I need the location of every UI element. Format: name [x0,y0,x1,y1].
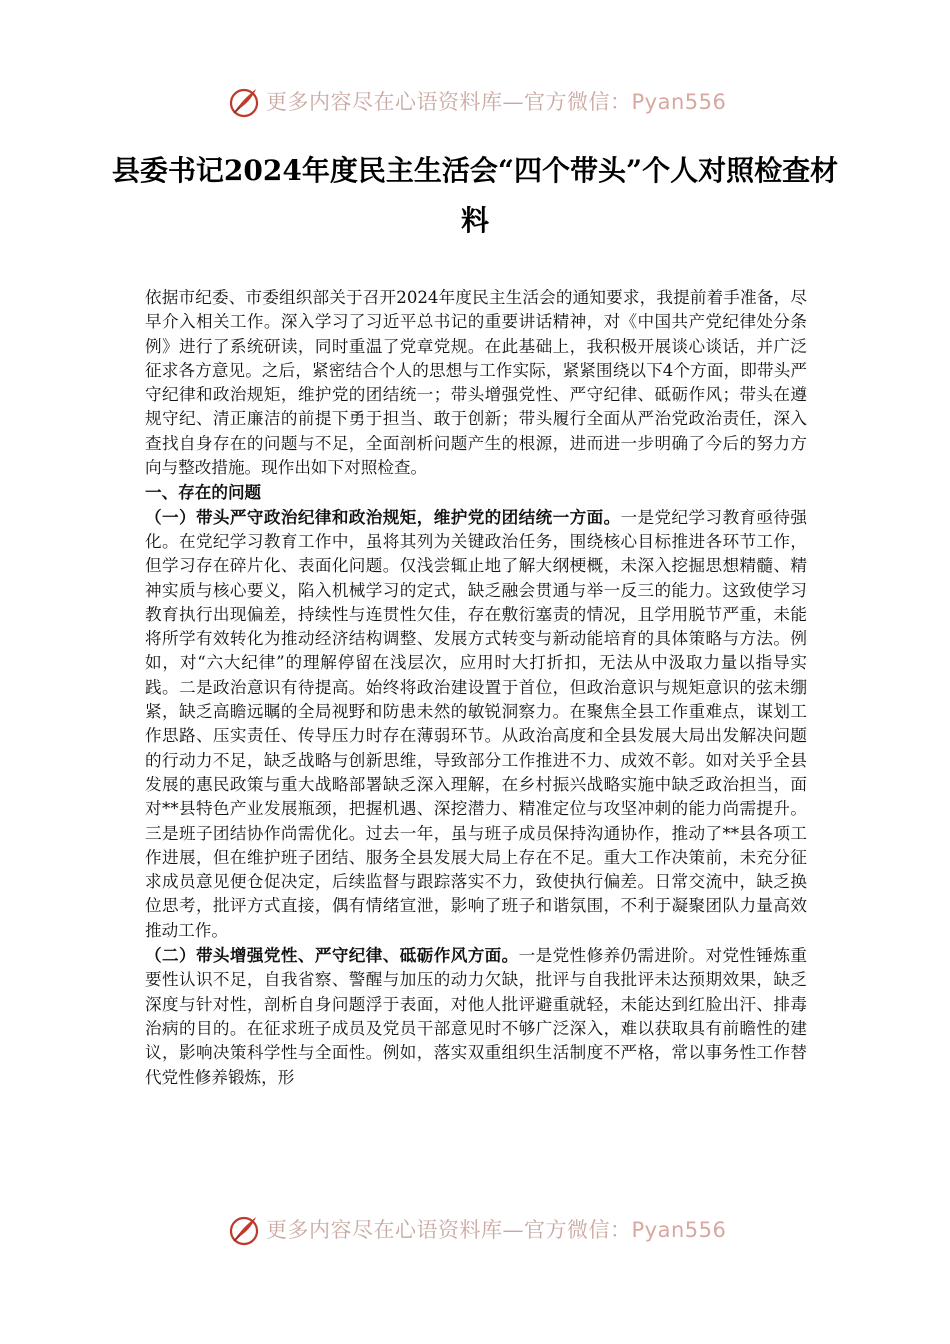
wechat-id: Pyan556 [631,1218,727,1242]
document-title: 县委书记2024年度民主生活会“四个带头”个人对照检查材料 [111,154,839,237]
subsection-1-body: 一是党纪学习教育亟待强化。在党纪学习教育工作中，虽将其列为关键政治任务，围绕核心目标推进各环节工作，但学习存在碎片化、表面化问题。仅浅尝辄止地了解大纲梗概，未深入挖掘思想精髓、精神实质与核心要义，陷入机械学习的定式，缺乏融会贯通与举一反三的能力。这致使学习教育执行出现偏差，持续性与连贯性欠佳，存在敷衍塞责的情况，且学用脱节严重，未能将所学有效转化为推动经济结构调整、发展方式转变与新动能培育的具体策略与方法。例如，对“六大纪律”的理解停留在浅层次，应用时大打折扣，无法从中汲取力量以指导实践。二是政治意识有待提高。始终将政治建设置于首位，但政治意识与规矩意识的弦未绷紧，缺乏高瞻远瞩的全局视野和防患未然的敏锐洞察力。在聚焦全县工作重难点，谋划工作思路、压实责任、传导压力时存在薄弱环节。从政治高度和全县发展大局出发解决问题的行动力不足，缺乏战略与创新思维，导致部分工作推进不力、成效不彰。如对关乎全县发展的惠民政策与重大战略部署缺乏深入理解，在乡村振兴战略实施中缺乏政治担当，面对**县特色产业发展瓶颈，把握机遇、深挖潜力、精准定位与攻坚冲刺的能力尚需提升。三是班子团结协作尚需优化。过去一年，虽与班子成员保持沟通协作，推动了**县各项工作进展，但在维护班子团结、服务全县发展大局上存在不足。重大工作决策前，未充分征求成员意见便仓促决定，后续监督与跟踪落实不力，致使执行偏差。日常交流中，缺乏换位思考，批评方式直接，偶有情绪宣泄，影响了班子和谐氛围，不利于凝聚团队力量高效推动工作。 [145,507,807,940]
watermark-text: 更多内容尽在心语资料库—官方微信：Pyan556 [266,1218,727,1242]
subsection-2 [145,943,807,1090]
section-heading: 一、存在的问题 [145,482,262,503]
intro-paragraph: 依据市纪委、市委组织部关于召开2024年度民主生活会的通知要求，我提前着手准备，尽早介入相关工作。深入学习了习近平总书记的重要讲话精神，对《中国共产党纪律处分条例》进行了系统研读，同时重温了党章党规。在此基础上，我积极开展谈心谈话，并广泛征求各方意见。之后，紧密结合个人的思想与工作实际，紧紧围绕以下4个方面，即带头严守纪律和政治规矩，维护党的团结统一；带头增强党性、严守纪律、砥砺作风；带头在遵规守纪、清正廉洁的前提下勇于担当、敢于创新；带头履行全面从严治党政治责任，深入查找自身存在的问题与不足，全面剖析问题产生的根源，进而进一步明确了今后的努力方向与整改措施。现作出如下对照检查。 [145,288,807,478]
quill-pen-logo-icon [226,84,262,120]
subsection-1-heading: （一）带头严守政治纪律和政治规矩，维护党的团结统一方面。 [145,506,621,527]
subsection-2-body: 一是党性修养仍需进阶。对党性锤炼重要性认识不足，自我省察、警醒与加压的动力欠缺，批评与自我批评未达预期效果，缺乏深度与针对性，剖析自身问题浮于表面，对他人批评避重就轻，未能达到红脸出汗、排毒治病的目的。在征求班子成员及党员干部意见时不够广泛深入，难以获取具有前瞻性的建议，影响决策科学性与全面性。例如，落实双重组织生活制度不严格，常以事务性工作替代党性修养锻炼，形 [145,946,807,1087]
quill-pen-logo-icon [226,1212,262,1248]
watermark-banner-top [0,78,950,126]
watermark-banner-bottom [0,1206,950,1254]
subsection-1 [145,505,807,943]
subsection-2-heading: （二）带头增强党性、严守纪律、砥砺作风方面。 [145,945,519,966]
wechat-id: Pyan556 [631,90,727,114]
document-body [145,286,807,1090]
watermark-text: 更多内容尽在心语资料库—官方微信：Pyan556 [266,90,727,114]
